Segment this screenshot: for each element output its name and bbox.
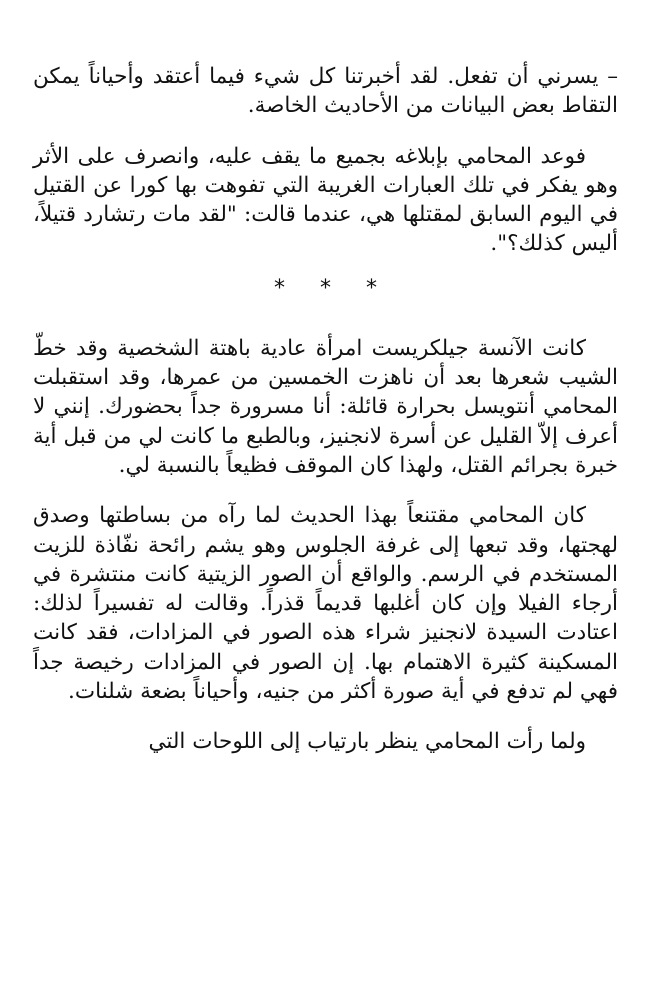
paragraph-continued: ولما رأت المحامي ينظر بارتياب إلى اللوحات التي [148,729,586,755]
paragraph-oil-paintings: كان المحامي مقتنعاً بهذا الحديث لما رآه من بساطتها وصدق لهجتها، وقد تبعها إلى غرفة الجلوس وهو يشم رائحة نفّاذة للزيت المستخدم في الرسم. والواقع أن الصور الزيتية كانت منتشرة في أرجاء الفيلا وإن كان أغلبها قديماً قذراً. وقالت له تفسيراً لذلك: اعتادت السيدة لانجنيز شراء هذه الصور في المزادات، فقد كانت المسكينة كثيرة الاهتمام بها. إن الصور في المزادات رخيصة جداً فهي لم تدفع في أية صورة أكثر من جنيه، وأحياناً بضعة شلنات. [33,503,618,705]
document-page [33,62,618,778]
paragraph-lawyer-leaves: فوعد المحامي بإبلاغه بجميع ما يقف عليه، وانصرف على الأثر وهو يفكر في تلك العبارات الغريبة التي تفوهت بها كورا عن القتيل في اليوم السابق لمقتلها هي، عندما قالت: "لقد مات رتشارد قتيلاً، أليس كذلك؟". [33,143,618,257]
paragraph-dialogue: – يسرني أن تفعل. لقد أخبرتنا كل شيء فيما أعتقد وأحياناً يمكن التقاط بعض البيانات من الأحاديث الخاصة. [33,64,618,119]
paragraph-miss-gilchrist: كانت الآنسة جيلكريست امرأة عادية باهتة الشخصية وقد خطّ الشيب شعرها بعد أن ناهزت الخمسين من عمرها، وقد استقبلت المحامي أنتويسل بحرارة قائلة: أنا مسرورة جداً بحضورك. إنني لا أعرف إلاّ القليل عن أسرة لانجنيز، وبالطبع ما كانت لي من قبل أية خبرة بجرائم القتل، ولهذا كان الموقف فظيعاً بالنسبة لي. [33,335,618,478]
section-separator: * * * [274,275,391,301]
